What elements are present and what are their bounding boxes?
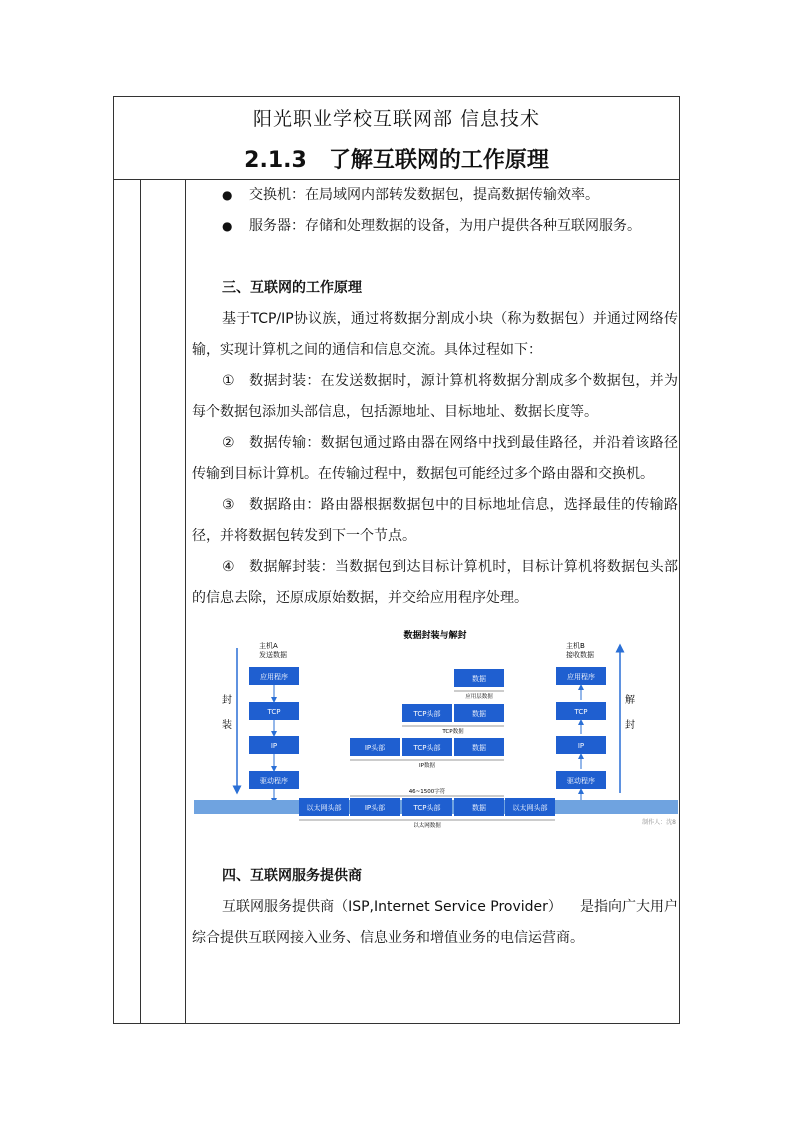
- content-area: [192, 180, 678, 954]
- data-label: 数据: [472, 710, 486, 718]
- bullet-icon: ●: [222, 219, 233, 233]
- tcp-header-label: TCP头部: [413, 804, 441, 812]
- layer-label: 驱动程序: [567, 777, 595, 785]
- receiver-stack: [556, 667, 606, 801]
- host-b-label: 主机B: [566, 642, 585, 650]
- paragraph: [192, 892, 678, 954]
- step-paragraph: ③ 数据路由：路由器根据数据包中的目标地址信息，选择最佳的传输路径，并将数据包转发到下一个节点。: [192, 497, 678, 544]
- step-paragraph: ① 数据封装：在发送数据时，源计算机将数据分割成多个数据包，并为每个数据包添加头部信息，包括源地址、目标地址、数据长度等。: [192, 373, 678, 420]
- bullet-icon: ●: [222, 188, 233, 202]
- host-a-label: 主机A: [259, 642, 278, 650]
- eth-header-label: 以太网头部: [306, 804, 342, 812]
- layer-label: 应用程序: [260, 673, 288, 681]
- data-label: 数据: [472, 804, 486, 812]
- eth-data-label: 以太网数据: [413, 823, 441, 829]
- isp-definition-cont: 是指向广大用户综合提供互联网接入业务、信息业务和增值业务的电信运营商。: [192, 899, 679, 946]
- section-heading: 三、互联网的工作原理: [222, 280, 362, 296]
- paragraph: 基于TCP/IP协议族，通过将数据分割成小块（称为数据包）并通过网络传输，实现计算机之间的通信和信息交流。具体过程如下：: [192, 311, 678, 358]
- tcp-header-label: TCP头部: [413, 744, 441, 752]
- isp-definition: 互联网服务提供商（ISP,Internet Service Provider）: [222, 899, 562, 915]
- layer-label: TCP: [574, 708, 588, 716]
- section-number: 2.1.3: [244, 148, 307, 173]
- encapsulation-diagram: [192, 628, 678, 843]
- host-b-sub: 接收数据: [566, 651, 594, 659]
- layer-label: 驱动程序: [260, 777, 288, 785]
- bullet-text: 交换机：在局域网内部转发数据包，提高数据传输效率。: [249, 187, 599, 203]
- encap-char-2: 装: [222, 720, 232, 731]
- frame-size-label: 46~1500字符: [408, 789, 446, 795]
- decap-char-1: 解: [625, 695, 635, 706]
- data-label: 数据: [472, 675, 486, 683]
- diagram-title: 数据封装与解封: [403, 631, 467, 641]
- ip-header-label: IP头部: [364, 804, 386, 812]
- diagram-svg: [192, 628, 678, 843]
- list-item: [192, 180, 678, 211]
- school-name: 阳光职业学校互联网部 信息技术: [252, 108, 541, 130]
- sender-stack: [249, 667, 299, 801]
- list-item: [192, 211, 678, 242]
- column-divider-2: [185, 180, 186, 1024]
- section-heading: 四、互联网服务提供商: [222, 868, 362, 884]
- page-title: [113, 143, 680, 174]
- layer-label: TCP: [267, 708, 281, 716]
- section-title: 了解互联网的工作原理: [328, 148, 549, 173]
- host-a-sub: 发送数据: [259, 651, 287, 659]
- encap-char-1: 封: [222, 695, 232, 706]
- tcp-data-label: TCP数据: [442, 729, 464, 735]
- eth-trailer-label: 以太网头部: [512, 804, 548, 812]
- layer-label: 应用程序: [567, 673, 595, 681]
- layer-label: IP: [270, 742, 278, 750]
- column-divider-1: [140, 180, 141, 1024]
- layer-label: IP: [577, 742, 585, 750]
- step-paragraph: ④ 数据解封装：当数据包到达目标计算机时，目标计算机将数据包头部的信息去除，还原成原始数据，并交给应用程序处理。: [192, 559, 678, 606]
- bullet-text: 服务器：存储和处理数据的设备，为用户提供各种互联网服务。: [249, 218, 641, 234]
- ip-header-label: IP头部: [364, 744, 386, 752]
- step-paragraph: ② 数据传输：数据包通过路由器在网络中找到最佳路径，并沿着该路径传输到目标计算机。在传输过程中，数据包可能经过多个路由器和交换机。: [192, 435, 678, 482]
- credit-label: 制作人：沈8: [642, 819, 676, 826]
- ip-data-label: IP数据: [419, 763, 435, 769]
- app-data-label: 应用层数据: [465, 694, 493, 700]
- tcp-header-label: TCP头部: [413, 710, 441, 718]
- decap-char-2: 封: [625, 720, 635, 731]
- data-label: 数据: [472, 744, 486, 752]
